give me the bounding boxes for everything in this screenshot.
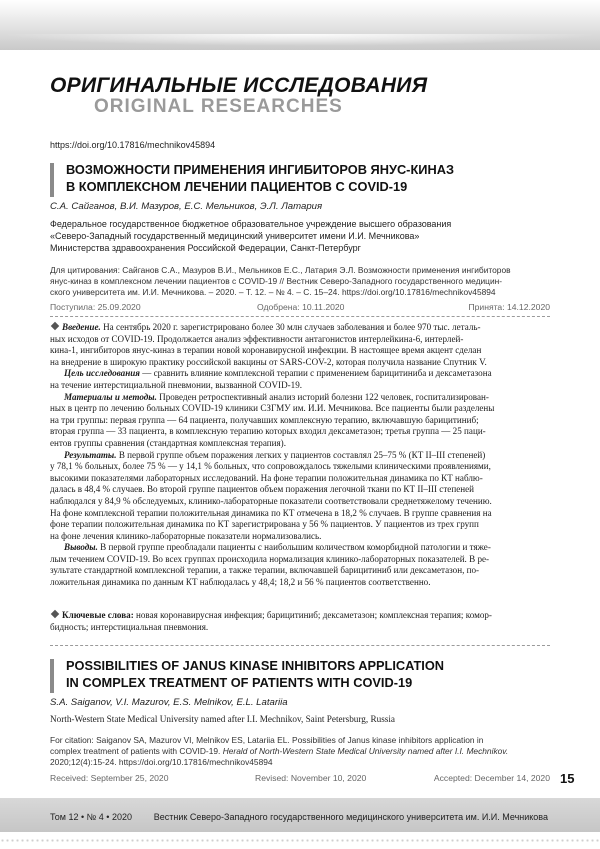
- abstract-heading: Цель исследования: [64, 368, 140, 379]
- keywords-heading: Ключевые слова:: [62, 610, 134, 620]
- date-accepted: Accepted: December 14, 2020: [433, 773, 550, 783]
- diamond-bullet-icon: [51, 610, 59, 618]
- title-ru-line: В КОМПЛЕКСНОМ ЛЕЧЕНИИ ПАЦИЕНТОВ С COVID-19: [66, 179, 408, 194]
- abstract-heading: Введение.: [62, 322, 101, 332]
- citation-line: Для цитирования: Сайганов С.А., Мазуров В.И., Мельников Е.С., Латария Э.Л. Возможности применения ингибиторов: [50, 265, 511, 275]
- abstract-intro: [50, 322, 550, 368]
- section-title-en: ORIGINAL RESEARCHES: [94, 96, 343, 117]
- page-number: 15: [560, 771, 575, 786]
- section-title-ru: ОРИГИНАЛЬНЫЕ ИССЛЕДОВАНИЯ: [50, 74, 428, 97]
- abstract-line: высокими показателями лабораторных исследований. На фоне терапии положительная динамика по КТ наблю-: [50, 472, 483, 483]
- citation-line: янус-киназ в комплексном лечении пациентов с COVID-19 // Вестник Северо-Западного государственного медицин-: [50, 276, 503, 286]
- title-en-line: POSSIBILITIES OF JANUS KINASE INHIBITORS APPLICATION: [66, 658, 445, 673]
- article-title-ru: [50, 161, 550, 195]
- abstract-aim: [50, 368, 550, 380]
- keywords-line: бидность; интерстициальная пневмония.: [50, 621, 209, 632]
- keywords-line: новая коронавирусная инфекция; барицитиниб; дексаметазон; комплексная терапия; комор-: [136, 610, 492, 620]
- abstract-line: В первой группе преобладали пациенты с наибольшим количеством коморбидной патологии и тяже-: [100, 542, 491, 553]
- abstract-line: — сравнить влияние комплексной терапии с применением барицитиниба и дексаметазона: [142, 368, 492, 379]
- footer-issue: Том 12 • № 4 • 2020: [50, 812, 132, 822]
- abstract-methods: [50, 392, 550, 404]
- date-received: Received: September 25, 2020: [50, 773, 169, 783]
- citation-line: 2020;12(4):15-24. https://doi.org/10.17816/mechnikov45894: [50, 757, 273, 767]
- date-revised: Revised: November 10, 2020: [255, 773, 367, 783]
- abstract-line: ных исходов от COVID-19. Продолжается анализ эффективности антагонистов интерлейкина-6, интерлей-: [50, 333, 464, 344]
- divider: [50, 645, 550, 646]
- citation-line: For citation: Saiganov SA, Mazurov VI, Melnikov ES, Latariia EL. Possibilities of Janus kinase inhibitors application in: [50, 735, 484, 745]
- citation-line: ского университета им. И.И. Мечникова. – 2020. – Т. 12. – № 4. – С. 15–24. https://doi.org/10.17816/mechnikov45894: [50, 287, 496, 297]
- abstract-line: далась в 48,4 % случаев. Во второй группе пациентов объем поражения легочной ткани по КТ II–III степеней: [50, 484, 474, 495]
- keywords-ru: [50, 610, 550, 633]
- affiliation-en: North-Western State Medical University named after I.I. Mechnikov, Saint Petersburg, Russia: [50, 714, 395, 724]
- date-accepted: Принята: 14.12.2020: [468, 302, 550, 312]
- abstract-line: ных в центр по лечению больных COVID-19 клиники СЗГМУ им. И.И. Мечникова. Все пациенты были разделены: [50, 403, 495, 414]
- journal-name: Herald of North-Western State Medical University named after I.I. Mechnikov.: [222, 746, 509, 756]
- abstract-line: зультате стандартной комплексной терапии, а также терапии, включавшей барицитиниб или дексаметазон, по-: [50, 565, 480, 576]
- abstract-line: ентов группы сравнения (стандартная комплексная терапия).: [50, 437, 286, 448]
- abstract-line: В первой группе объем поражения легких у пациентов составлял 25–75 % (КТ II–III степеней): [118, 449, 486, 460]
- diamond-bullet-icon: [51, 322, 59, 330]
- date-revised: Одобрена: 10.11.2020: [257, 302, 345, 312]
- article-title-en: [50, 657, 550, 691]
- abstract-line: у 78,1 % больных, более 75 % — у 14,1 % больных, что сопровождалось тяжелыми клиническими проявлениями,: [50, 461, 491, 472]
- title-accent-bar: [50, 659, 54, 693]
- date-received: Поступила: 25.09.2020: [50, 302, 141, 312]
- abstract-heading: Выводы.: [64, 542, 98, 553]
- citation-en: [50, 735, 550, 768]
- footer-dots: [0, 838, 600, 844]
- abstract-line: лым течением COVID-19. Во всех группах происходила нормализация клинико-лабораторных показателей. В ре-: [50, 553, 490, 564]
- abstract-line: на три группы: первая группа — 64 пациента, получавших комплексную терапию, включавшую барицитиниб;: [50, 414, 479, 425]
- abstract-line: На сентябрь 2020 г. зарегистрировано более 30 млн случаев заболевания и более 970 тыс. леталь-: [103, 322, 481, 332]
- abstract-line: кина-1, ингибиторов янус-киназ в терапии новой коронавирусной инфекции. В настоящее время акцент сделан: [50, 345, 482, 356]
- abstract-line: на фоне лечения клинико-лабораторные показатели нормализовались.: [50, 530, 322, 541]
- abstract-heading: Материалы и методы.: [64, 391, 157, 402]
- abstract-line: ложительная динамика по данным КТ наблюдалась у 48,4; 18,2 и 56 % пациентов соответственно.: [50, 577, 431, 588]
- affiliation-line: Министерства здравоохранения Российской Федерации, Санкт-Петербург: [50, 243, 361, 253]
- authors-en: S.A. Saiganov, V.I. Mazurov, E.S. Melnikov, E.L. Latariia: [50, 697, 288, 708]
- abstract-line: на течение интерстициальной пневмонии, вызванной COVID-19.: [50, 379, 303, 390]
- abstract-line: Проведен ретроспективный анализ историй болезни 122 человек, госпитализирован-: [159, 391, 489, 402]
- abstract-conclusions-cont: [50, 554, 550, 589]
- abstract-conclusions: [50, 542, 550, 554]
- header-band: [0, 0, 600, 50]
- abstract-line: вторая группа — 33 пациента, в комплексную терапию которых входил дексаметазон; третья группа — 25 паци-: [50, 426, 486, 437]
- doi-link[interactable]: https://doi.org/10.17816/mechnikov45894: [50, 140, 216, 150]
- abstract-line: На фоне комплексной терапии положительная динамика по КТ отмечена в 18,2 % случаев. В группе сравнения на: [50, 507, 492, 518]
- abstract-methods-cont: [50, 403, 550, 449]
- divider: [50, 316, 550, 317]
- footer-band: [0, 798, 600, 832]
- abstract-line: фоне терапии положительная динамика по КТ зарегистрирована у 56 % пациентов. У пациентов из трех групп: [50, 519, 479, 530]
- abstract-line: наблюдался у 84,9 % обследуемых, клинико-лабораторные показатели соответствовали среднетяжелому течению.: [50, 495, 492, 506]
- title-accent-bar: [50, 163, 54, 197]
- title-en-line: IN COMPLEX TREATMENT OF PATIENTS WITH COVID-19: [66, 675, 413, 690]
- citation-ru: [50, 265, 550, 298]
- abstract-results-cont: [50, 461, 550, 542]
- abstract-line: на внедрение в широкую практику российской вакцины от SARS-COV-2, которая получила название Спутник V.: [50, 356, 487, 367]
- abstract-aim-cont: [50, 380, 550, 392]
- authors-ru: С.А. Сайганов, В.И. Мазуров, Е.С. Мельников, Э.Л. Латария: [50, 201, 323, 212]
- footer-journal: Вестник Северо-Западного государственного медицинского университета им. И.И. Мечникова: [153, 812, 548, 822]
- citation-line: complex treatment of patients with COVID-19.: [50, 746, 221, 756]
- abstract-heading: Результаты.: [64, 449, 117, 460]
- abstract-ru: [50, 322, 550, 589]
- abstract-results: [50, 450, 550, 462]
- affiliation-line: «Северо-Западный государственный медицинский университет имени И.И. Мечникова»: [50, 231, 420, 241]
- affiliation-ru: [50, 218, 550, 254]
- title-ru-line: ВОЗМОЖНОСТИ ПРИМЕНЕНИЯ ИНГИБИТОРОВ ЯНУС-КИНАЗ: [66, 162, 454, 177]
- affiliation-line: Федеральное государственное бюджетное образовательное учреждение высшего образования: [50, 219, 452, 229]
